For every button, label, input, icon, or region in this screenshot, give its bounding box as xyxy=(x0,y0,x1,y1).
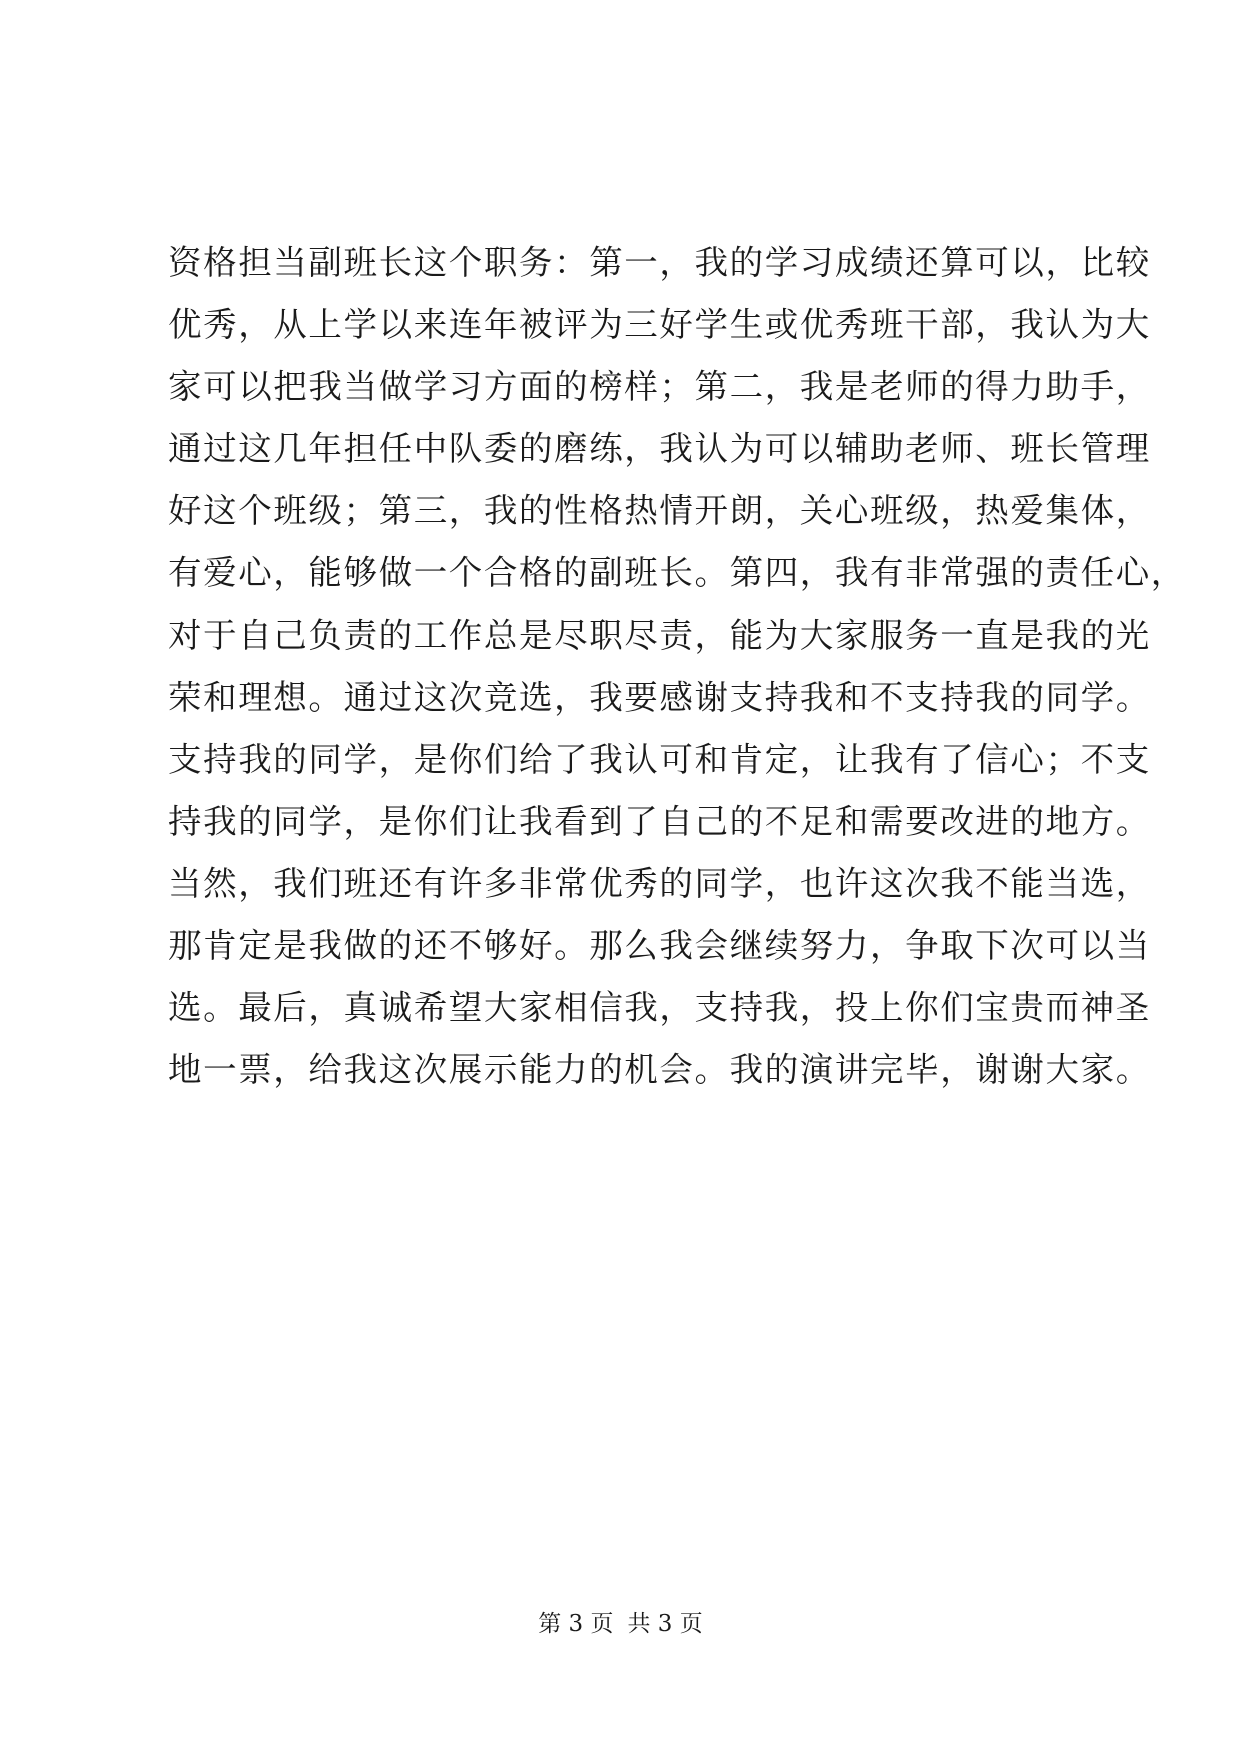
text-line: 对于自己负责的工作总是尽职尽责，能为大家服务一直是我的光 xyxy=(168,615,1151,655)
page-total: 共 3 页 xyxy=(627,1611,703,1637)
text-line: 地一票，给我这次展示能力的机会。我的演讲完毕，谢谢大家。 xyxy=(168,1050,1151,1090)
text-line: 那肯定是我做的还不够好。那么我会继续努力，争取下次可以当 xyxy=(168,926,1151,966)
text-line: 家可以把我当做学习方面的榜样；第二，我是老师的得力助手， xyxy=(168,367,1151,407)
page-footer xyxy=(0,1609,1241,1639)
text-line: 资格担当副班长这个职务：第一，我的学习成绩还算可以，比较 xyxy=(168,243,1151,282)
text-line: 有爱心，能够做一个合格的副班长。第四，我有非常强的责任心， xyxy=(168,553,1186,593)
text-line: 持我的同学，是你们让我看到了自己的不足和需要改进的地方。 xyxy=(168,801,1151,841)
text-line: 支持我的同学，是你们给了我认可和肯定，让我有了信心；不支 xyxy=(168,739,1151,779)
text-line: 当然，我们班还有许多非常优秀的同学，也许这次我不能当选， xyxy=(168,863,1151,903)
speech-body xyxy=(168,232,1186,1101)
text-line: 通过这几年担任中队委的磨练，我认为可以辅助老师、班长管理 xyxy=(168,429,1151,469)
text-line: 优秀，从上学以来连年被评为三好学生或优秀班干部，我认为大 xyxy=(168,305,1151,345)
text-line: 好这个班级；第三，我的性格热情开朗，关心班级，热爱集体， xyxy=(168,491,1151,531)
text-line: 选。最后，真诚希望大家相信我，支持我，投上你们宝贵而神圣 xyxy=(168,988,1151,1028)
page-number: 第 3 页 xyxy=(538,1611,614,1637)
text-line: 荣和理想。通过这次竞选，我要感谢支持我和不支持我的同学。 xyxy=(168,677,1151,717)
